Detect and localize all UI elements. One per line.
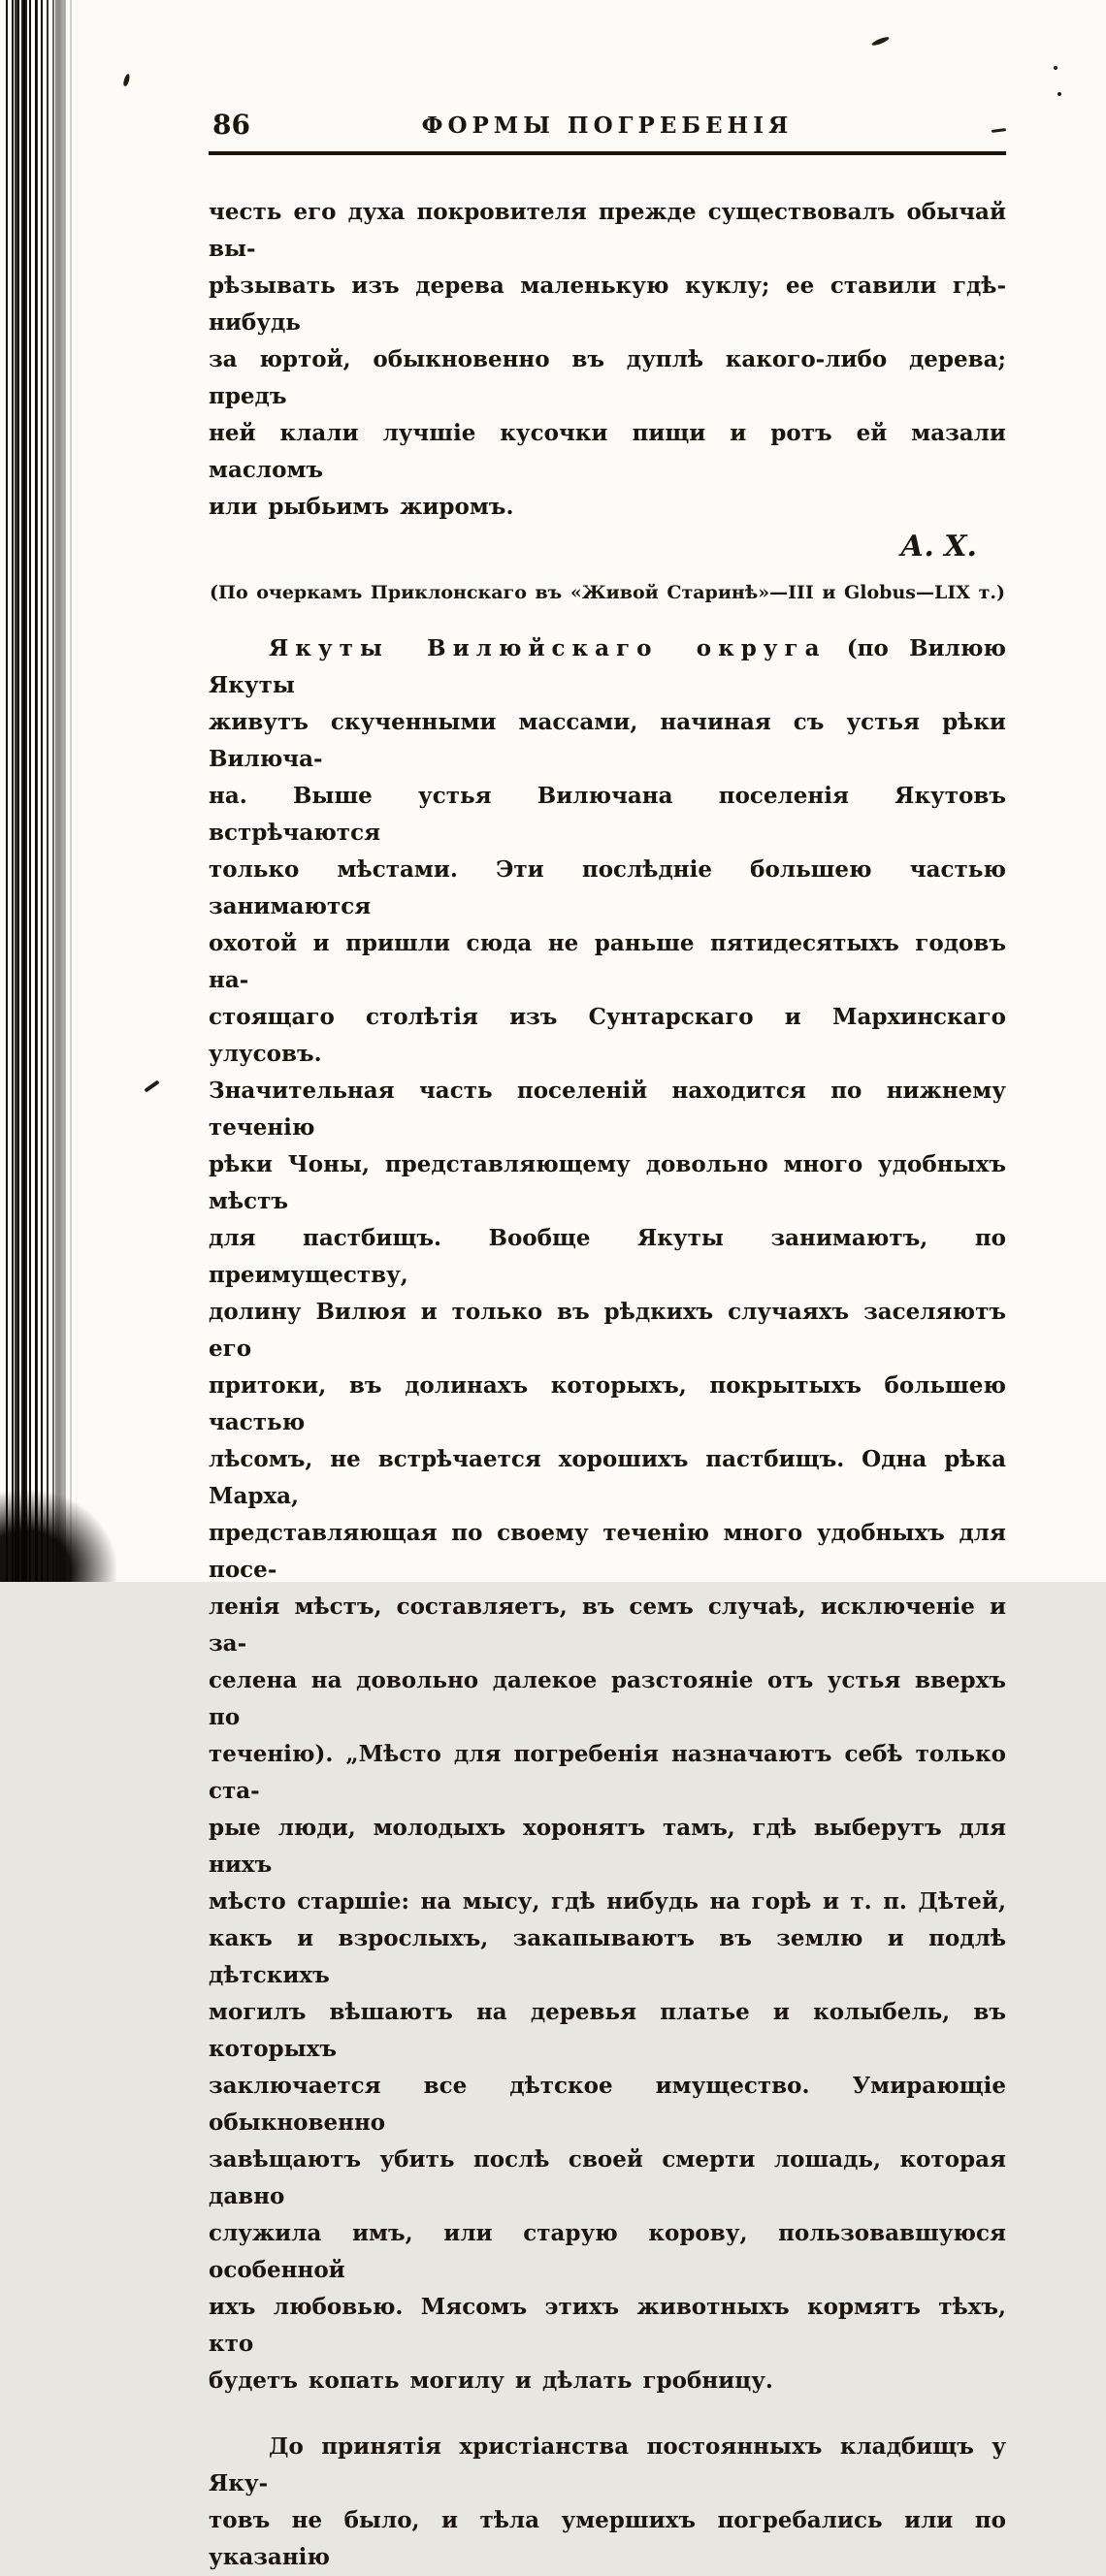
scan-speck	[1054, 66, 1057, 70]
text-line: представляющая по своему теченію много удобныхъ для посе-	[209, 1520, 1006, 1583]
section-lead: Якуты Вилюйскаго округа	[269, 635, 827, 661]
text-line: могилъ вѣшаютъ на деревья платье и колыбель, въ которыхъ	[209, 1999, 1006, 2062]
paragraph-2-first-line	[209, 630, 1006, 704]
page-number: 86	[212, 109, 250, 141]
text-line: товъ не было, и тѣла умершихъ погребались или по указанію	[209, 2507, 1006, 2570]
text-line: или рыбьимъ жиромъ.	[209, 494, 514, 520]
scan-speck	[122, 74, 130, 87]
text-line: заключается все дѣтское имущество. Умирающіе обыкновенно	[209, 2073, 1006, 2136]
text-line: будетъ копать могилу и дѣлать гробницу.	[209, 2367, 773, 2394]
paragraph-3	[209, 2429, 1006, 2576]
paragraph-2-body	[209, 704, 1006, 2399]
text-line: лѣсомъ, не встрѣчается хорошихъ пастбищъ. Одна рѣка Марха,	[209, 1446, 1006, 1509]
text-line: за юртой, обыкновенно въ дуплѣ какого-либо дерева; предъ	[209, 346, 1006, 409]
text-line: служила имъ, или старую корову, пользовавшуюся особенной	[209, 2220, 1006, 2283]
paragraph-1	[209, 194, 1006, 526]
author-signature: А. Х.	[899, 530, 977, 564]
source-note: (По очеркамъ Приклонскаго въ «Живой Старинѣ»—III и Globus—LIX т.)	[210, 582, 1005, 603]
text-line: притоки, въ долинахъ которыхъ, покрытыхъ большею частью	[209, 1372, 1006, 1435]
text-line: теченію). „Мѣсто для погребенія назначаютъ себѣ только ста-	[209, 1741, 1006, 1804]
text-line: ихъ любовью. Мясомъ этихъ животныхъ кормятъ тѣхъ, кто	[209, 2294, 1006, 2357]
scan-speck	[1057, 92, 1061, 96]
running-header: ФОРМЫ ПОГРЕБЕНІЯ	[421, 113, 794, 139]
text-line: рые люди, молодыхъ хоронятъ тамъ, гдѣ выберутъ для нихъ	[209, 1815, 1006, 1878]
text-line: рѣки Чоны, представляющему довольно много удобныхъ мѣстъ	[209, 1151, 1006, 1214]
text-line: какъ и взрослыхъ, закапываютъ въ землю и подлѣ дѣтскихъ	[209, 1925, 1006, 1988]
text-line: на. Выше устья Вилючана поселенія Якутовъ встрѣчаются	[209, 783, 1006, 846]
text-line: долину Вилюя и только въ рѣдкихъ случаяхъ заселяютъ его	[209, 1299, 1006, 1362]
text-line: охотой и пришли сюда не раньше пятидесятыхъ годовъ на-	[209, 930, 1006, 993]
text-line: Значительная часть поселеній находится по нижнему теченію	[209, 1078, 1006, 1141]
text-line: рѣзывать изъ дерева маленькую куклу; ее ставили гдѣ-нибудь	[209, 273, 1006, 336]
binding-scan-artifact	[6, 0, 78, 1582]
section-lead-rest: (по Вилюю Якуты	[209, 635, 1006, 698]
header-rule	[209, 151, 1006, 155]
text-line: селена на довольно далекое разстояніе отъ устья вверхъ по	[209, 1667, 1006, 1730]
text-line: ленія мѣстъ, составляетъ, въ семъ случаѣ, исключеніе и за-	[209, 1594, 1006, 1657]
page-header	[209, 109, 1006, 142]
text-line: стоящаго столѣтія изъ Сунтарскаго и Мархинскаго улусовъ.	[209, 1004, 1006, 1067]
scan-speck	[871, 36, 890, 48]
text-line: честь его духа покровителя прежде существовалъ обычай вы-	[209, 199, 1006, 262]
page-content	[209, 109, 1006, 2576]
text-line: только мѣстами. Эти послѣдніе большею частью занимаются	[209, 856, 1006, 919]
text-line: мѣсто старшіе: на мысу, гдѣ нибудь на горѣ и т. п. Дѣтей,	[209, 1888, 1006, 1915]
paragraph-2	[209, 630, 1006, 2399]
scan-speck	[144, 1079, 159, 1092]
text-line: ней клали лучшіе кусочки пищи и ротъ ей мазали масломъ	[209, 420, 1006, 483]
text-line: завѣщаютъ убить послѣ своей смерти лошадь, которая давно	[209, 2146, 1006, 2209]
text-line: До принятія христіанства постоянныхъ кладбищъ у Яку-	[209, 2433, 1006, 2496]
text-line: для пастбищъ. Вообще Якуты занимаютъ, по преимуществу,	[209, 1225, 1006, 1288]
scan-smudge	[0, 1490, 116, 1582]
text-line: живутъ скученными массами, начиная съ устья рѣки Вилюча-	[209, 709, 1006, 772]
